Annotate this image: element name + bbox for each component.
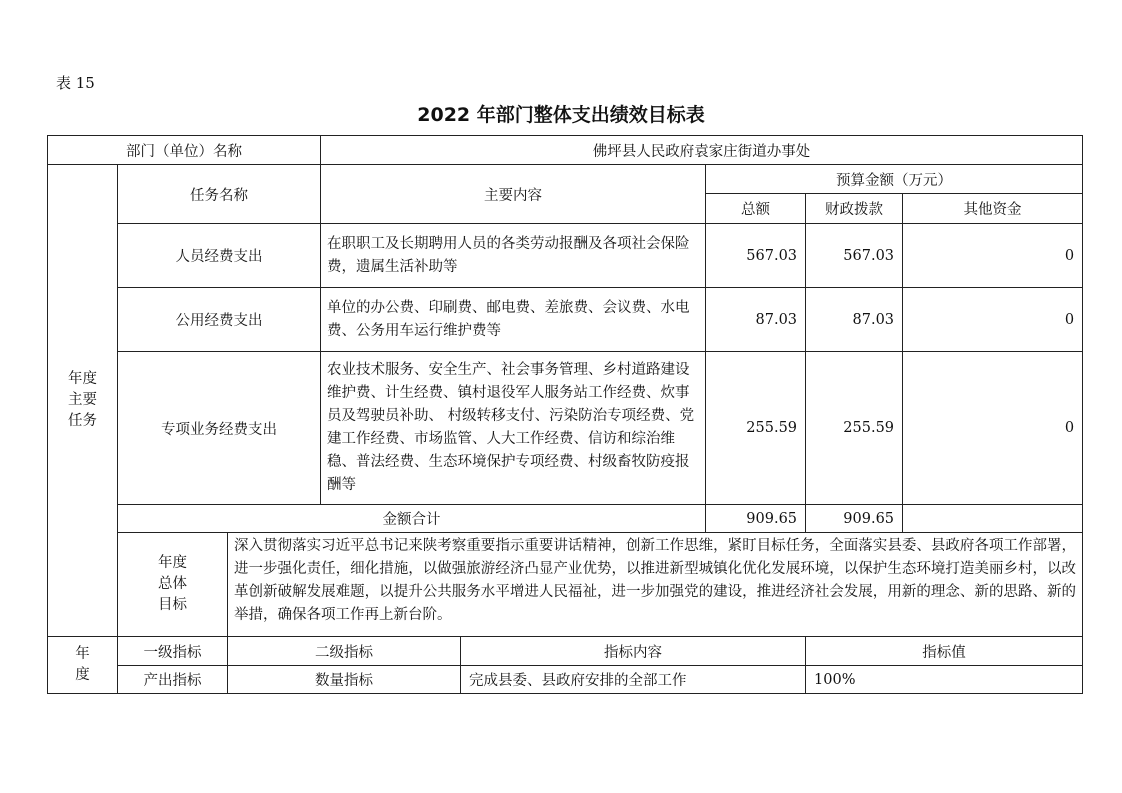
- task-name: 人员经费支出: [118, 224, 321, 288]
- task-total: 567.03: [706, 224, 806, 288]
- task-header-row: [48, 165, 1083, 194]
- task-other: 0: [903, 352, 1083, 505]
- indicator-value-header: 指标值: [806, 637, 1083, 666]
- table-row: [48, 666, 1083, 694]
- table-row: [48, 224, 1083, 288]
- page-title: 2022 年部门整体支出绩效目标表: [417, 104, 705, 126]
- indicators-label-text: 年度: [75, 646, 90, 683]
- table-row: [48, 288, 1083, 352]
- overall-goal-text: 深入贯彻落实习近平总书记来陕考察重要指示重要讲话精神，创新工作思维，紧盯目标任务，全面落实县委、县政府各项工作部署，进一步强化责任，细化措施，以做强旅游经济凸显产业优势，以推进新型城镇化优化发展环境，以保护生态环境打造美丽乡村，以改革创新破解发展难题，以提升公共服务水平增进人民福祉，进一步加强党的建设，推进经济社会发展，用新的理念、新的思路、新的举措，确保各项工作再上新台阶。: [228, 533, 1083, 637]
- overall-goal-row: [48, 533, 1083, 637]
- task-fiscal: 255.59: [806, 352, 903, 505]
- indicator-content: 完成县委、县政府安排的全部工作: [461, 666, 806, 694]
- level1-header: 一级指标: [118, 637, 228, 666]
- task-other: 0: [903, 224, 1083, 288]
- task-total: 87.03: [706, 288, 806, 352]
- sum-row: [48, 505, 1083, 533]
- task-fiscal: 87.03: [806, 288, 903, 352]
- sum-other: [903, 505, 1083, 533]
- task-name: 专项业务经费支出: [118, 352, 321, 505]
- overall-goal-label: [118, 533, 228, 637]
- annual-tasks-label: [48, 165, 118, 637]
- task-name: 公用经费支出: [118, 288, 321, 352]
- task-total: 255.59: [706, 352, 806, 505]
- sum-total: 909.65: [706, 505, 806, 533]
- annual-tasks-label-text: 年度主要任务: [67, 371, 97, 429]
- dept-label: 部门（单位）名称: [48, 136, 321, 165]
- indicator-value: 100%: [806, 666, 1083, 694]
- level2-header: 二级指标: [228, 637, 461, 666]
- performance-target-table: [47, 135, 1083, 694]
- table-row: [48, 352, 1083, 505]
- main-content-header: 主要内容: [321, 165, 706, 224]
- indicator-content-header: 指标内容: [461, 637, 806, 666]
- indicator-header-row: [48, 637, 1083, 666]
- budget-header: 预算金额（万元）: [706, 165, 1083, 194]
- indicator-level1: 产出指标: [118, 666, 228, 694]
- task-content: 在职职工及长期聘用人员的各类劳动报酬及各项社会保险费，遗属生活补助等: [321, 224, 706, 288]
- table-number-label: 表 15: [56, 74, 95, 92]
- sum-fiscal: 909.65: [806, 505, 903, 533]
- task-content: 农业技术服务、安全生产、社会事务管理、乡村道路建设维护费、计生经费、镇村退役军人服务站工作经费、炊事员及驾驶员补助、 村级转移支付、污染防治专项经费、党建工作经费、市场监管、人大工作经费、信访和综治维稳、普法经费、生态环境保护专项经费、村级畜牧防疫报酬等: [321, 352, 706, 505]
- indicators-label: [48, 637, 118, 694]
- sum-label: 金额合计: [118, 505, 706, 533]
- other-header: 其他资金: [903, 194, 1083, 224]
- indicator-level2: 数量指标: [228, 666, 461, 694]
- task-content: 单位的办公费、印刷费、邮电费、差旅费、会议费、水电费、公务用车运行维护费等: [321, 288, 706, 352]
- task-other: 0: [903, 288, 1083, 352]
- dept-value: 佛坪县人民政府袁家庄街道办事处: [321, 136, 1083, 165]
- total-header: 总额: [706, 194, 806, 224]
- fiscal-header: 财政拨款: [806, 194, 903, 224]
- dept-row: [48, 136, 1083, 165]
- task-fiscal: 567.03: [806, 224, 903, 288]
- task-name-header: 任务名称: [118, 165, 321, 224]
- overall-goal-label-text: 年度总体目标: [157, 555, 187, 613]
